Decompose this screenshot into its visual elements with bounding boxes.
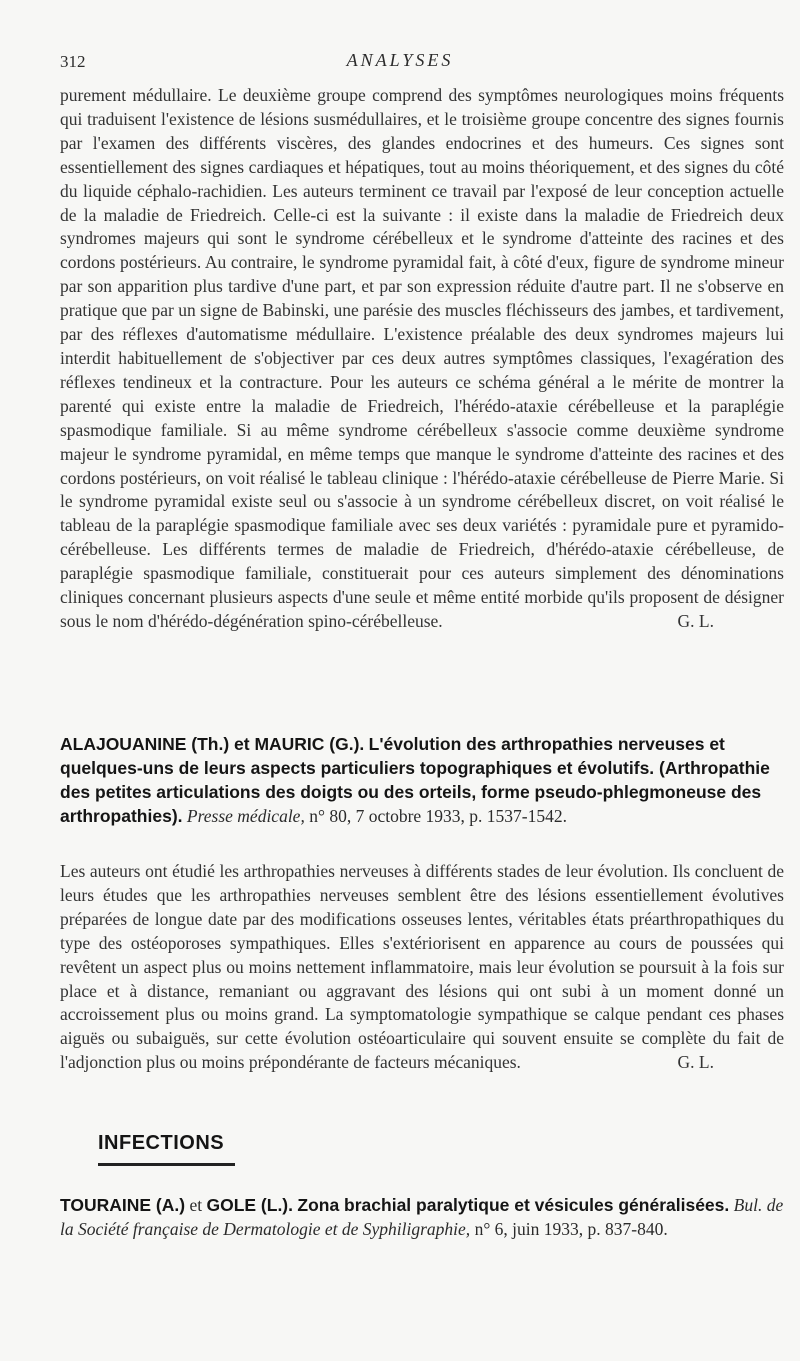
reference-1-journal: Presse médicale, <box>186 806 305 826</box>
section-heading: INFECTIONS <box>98 1132 225 1154</box>
reference-alajouanine <box>60 732 784 828</box>
page-number: 312 <box>60 52 86 71</box>
analysis-2-signature: G. L. <box>677 1052 714 1073</box>
reference-1-title: L'évolution des arthropathies nerveuses et quelques-uns de leurs aspects particuliers topographiques et évolutifs. (Arthropathie des petites articulations des doigts ou des orteils, forme pseudo-phlegmoneuse des arthropathies). <box>60 734 770 826</box>
running-title: ANALYSES <box>346 50 454 70</box>
reference-1-authors: ALAJOUANINE (Th.) et MAURIC (G.). <box>60 734 365 754</box>
analysis-paragraph-1 <box>60 84 784 634</box>
reference-2-title: Zona brachial paralytique et vésicules généralisées. <box>297 1195 730 1215</box>
analysis-1-text: purement médullaire. Le deuxième groupe comprend des symptômes neurologiques moins fréquents qui traduisent l'existence de lésions susmédullaires, et le troisième groupe concentre des signes fournis par l'examen des différents viscères, des glandes endocrines et des humeurs. Ces signes sont essentiellement des signes cardiaques et hépatiques, tout au moins théoriquement, et des signes du côté du liquide céphalo-rachidien. Les auteurs terminent ce travail par l'exposé de leur conception actuelle de la maladie de Friedreich. Celle-ci est la suivante : il existe dans la maladie de Friedreich deux syndromes majeurs qui sont le syndrome cérébelleux et le syndrome d'atteinte des racines et des cordons postérieurs. Au contraire, le syndrome pyramidal fait, à côté d'eux, figure de syndrome mineur par son apparition plus tardive d'une part, et par son expression réduite d'autre part. Il ne s'observe en pratique que par un signe de Babinski, une parésie des muscles fléchisseurs des jambes, et tardivement, par des réflexes d'automatisme médullaire. L'existence préalable des deux syndromes majeurs lui interdit habituellement de s'objectiver par ces deux autres symptômes classiques, l'exagération des réflexes tendineux et la contracture. Pour les auteurs ce schéma général a le mérite de montrer la parenté qui existe entre la maladie de Friedreich, l'hérédo-ataxie cérébelleuse et la paraplégie spasmodique familiale. Si au même syndrome cérébelleux s'associe comme deuxième syndrome majeur le syndrome pyramidal, en même temps que manque le syndrome d'atteinte des racines et des cordons postérieurs, on voit réalisé le tableau clinique : l'hérédo-ataxie cérébelleuse de Pierre Marie. Si le syndrome pyramidal existe seul ou s'associe à un syndrome cérébelleux discret, on voit réalisé le tableau de la paraplégie spasmodique familiale avec ses deux variétés : pyramidale pure et pyramido-cérébelleuse. Les différents termes de maladie de Friedreich, d'hérédo-ataxie cérébelleuse, de paraplégie spasmodique familiale, constituerait pour ces auteurs simplement des dénominations cliniques concernant plusieurs aspects d'une seule et même entité morbide qu'ils proposent de désigner sous le nom d'hérédo-dégénération spino-cérébelleuse. <box>60 85 784 631</box>
section-underline <box>98 1163 235 1166</box>
analysis-paragraph-2 <box>60 860 784 1075</box>
reference-2-journal: Bul. de la Société française de Dermatologie et de Syphiligraphie, <box>60 1195 784 1239</box>
reference-2-connector: et <box>189 1195 203 1215</box>
reference-touraine <box>60 1193 784 1241</box>
analysis-1-signature: G. L. <box>677 610 714 631</box>
reference-2-author-b: GOLE (L.). <box>206 1195 294 1215</box>
reference-2-author-a: TOURAINE (A.) <box>60 1195 186 1215</box>
analysis-2-text: Les auteurs ont étudié les arthropathies nerveuses à différents stades de leur évolution. Ils concluent de leurs études que les arthropathies nerveuses semblent être des lésions essentiellement évolutives préparées de longue date par des modifications osseuses lentes, véritables états préarthropathiques du type des ostéoporoses sympathiques. Elles s'extériorisent en apparence au cours de poussées qui revêtent un aspect plus ou moins nettement inflammatoire, mais leur évolution se poursuit à la fois sur place et à distance, remaniant ou aggravant des lésions qui ont subi à un moment donné un accroissement plus ou moins grand. La symptomatologie sympathique se calque pendant ces phases aiguës ou subaiguës, sur cette évolution ostéoarticulaire qui souvent ensuite se complète du fait de l'adjonction plus ou moins prépondérante de facteurs mécaniques. <box>60 861 784 1073</box>
reference-2-details: n° 6, juin 1933, p. 837-840. <box>474 1219 668 1239</box>
reference-1-details: n° 80, 7 octobre 1933, p. 1537-1542. <box>309 806 568 826</box>
